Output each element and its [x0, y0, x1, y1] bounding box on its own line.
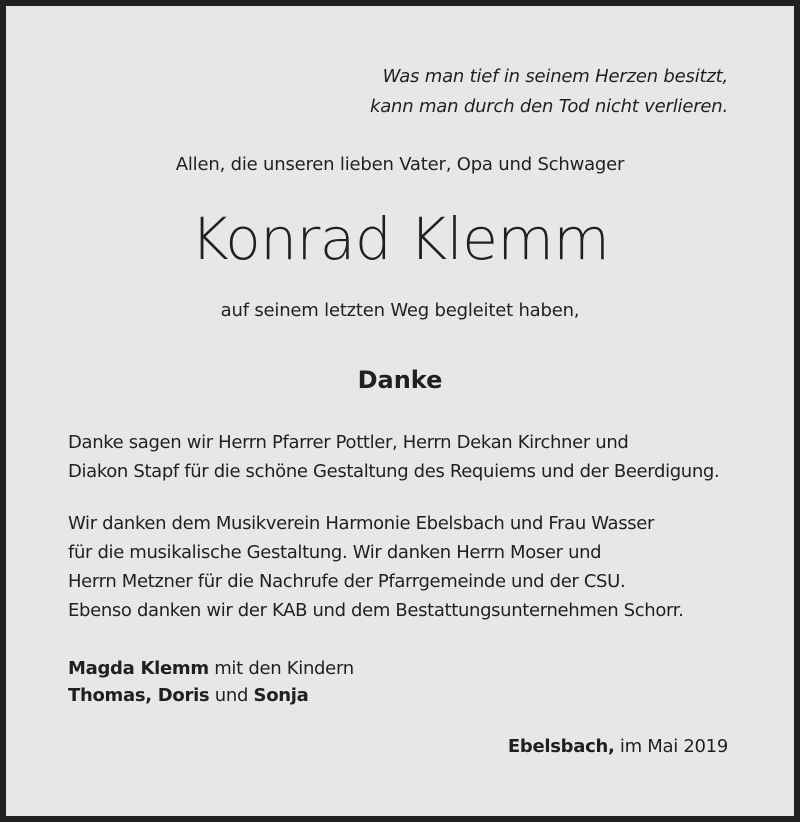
after-name-text: auf seinem letzten Weg begleitet haben, [220, 300, 580, 321]
date: im Mai 2019 [614, 736, 728, 757]
paragraph-line: Herrn Metzner für die Nachrufe der Pfarrgemeinde und der CSU. [68, 571, 626, 592]
deceased-name: Konrad Klemm [190, 205, 610, 273]
children-names: Thomas, Doris [68, 685, 210, 706]
signature-line-2 [68, 682, 354, 709]
paragraph-line: Diakon Stapf für die schöne Gestaltung des Requiems und der Beerdigung. [68, 461, 720, 482]
thanks-paragraph-clergy [68, 428, 719, 486]
paragraph-line: Wir danken dem Musikverein Harmonie Ebelsbach und Frau Wasser [68, 513, 655, 534]
intro-text: Allen, die unseren lieben Vater, Opa und Schwager [175, 154, 625, 175]
paragraph-line: Ebenso danken wir der KAB und dem Bestattungsunternehmen Schorr. [68, 600, 684, 621]
family-signature [68, 655, 354, 709]
place-date [508, 733, 728, 761]
quote-line-2: kann man durch den Tod nicht verlieren. [369, 96, 728, 117]
obituary-card [6, 6, 794, 816]
thanks-heading: Danke [357, 366, 443, 394]
signature-line-1-rest: mit den Kindern [208, 658, 354, 679]
paragraph-line: für die musikalische Gestaltung. Wir danken Herrn Moser und [68, 542, 602, 563]
widow-name: Magda Klemm [68, 658, 209, 679]
place: Ebelsbach, [507, 736, 615, 757]
conjunction: und [209, 685, 254, 706]
memorial-quote [370, 62, 728, 122]
child-name-sonja: Sonja [253, 685, 309, 706]
paragraph-line: Danke sagen wir Herrn Pfarrer Pottler, Herrn Dekan Kirchner und [68, 432, 629, 453]
thanks-paragraph-music [68, 509, 683, 625]
signature-line-1 [68, 655, 354, 682]
quote-line-1: Was man tief in seinem Herzen besitzt, [382, 66, 728, 87]
